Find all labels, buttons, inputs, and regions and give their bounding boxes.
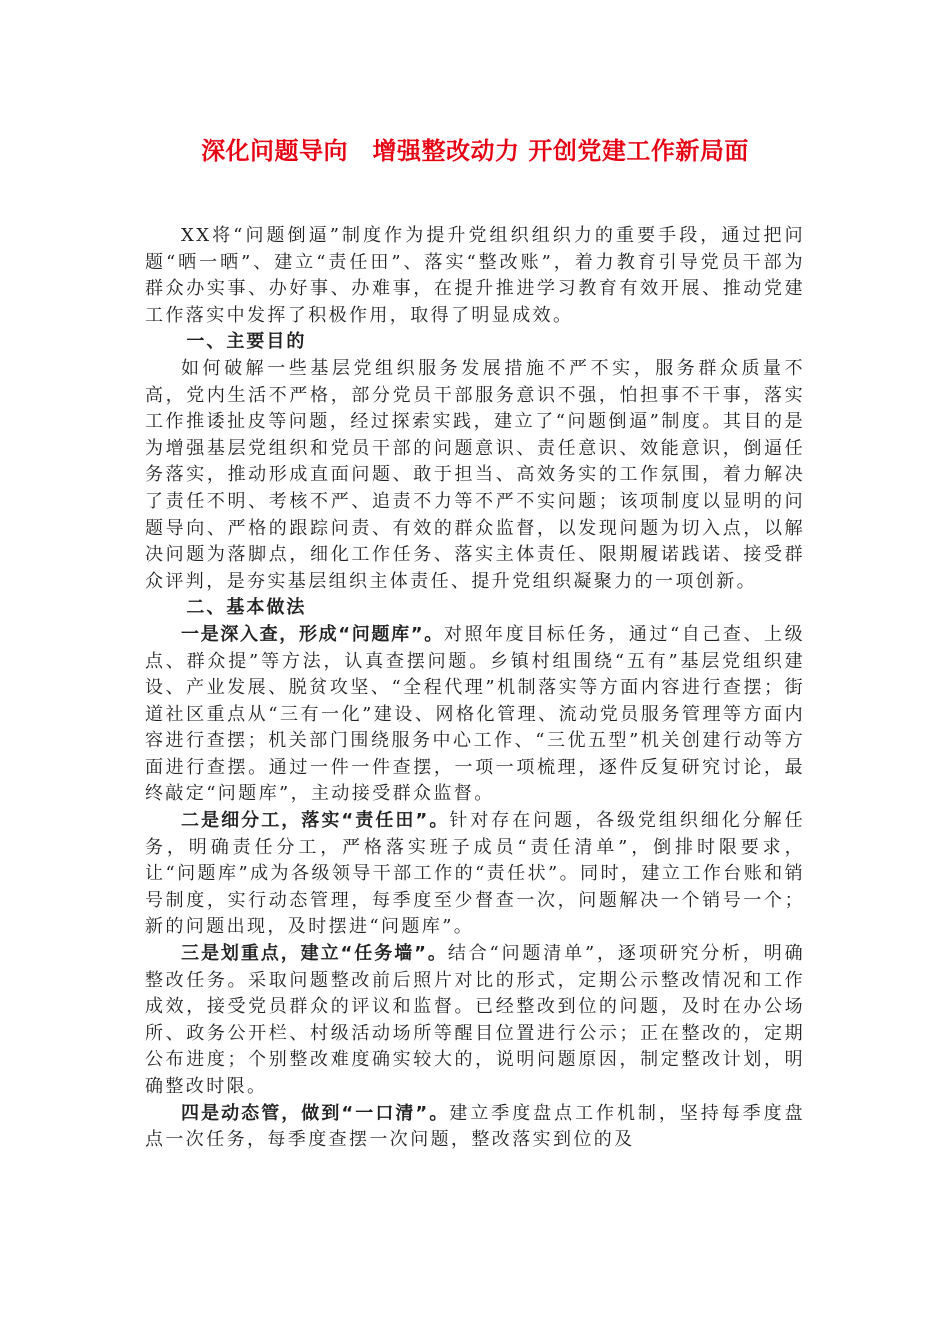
document-title: 深化问题导向 增强整改动力 开创党建工作新局面 (201, 137, 749, 165)
method-lead-4: 四是动态管，做到“一口清”。 (181, 1102, 450, 1124)
method-text-4: 建立季度盘点工作机制，坚持每季度盘点一次任务，每季度查摆一次问题，整改落实到位的及 (145, 1102, 805, 1151)
method-paragraph-2 (145, 808, 805, 941)
method-lead-2: 二是细分工，落实“责任田”。 (181, 810, 450, 832)
method-text-3: 结合“问题清单”，逐项研究分析，明确整改任务。采取问题整改前后照片对比的形式，定期公示整改情况和工作成效，接受党员群众的评议和监督。已经整改到位的问题，及时在办公场所、政务公开栏、村级活动场所等醒目位置进行公示；正在整改的，定期公布进度；个别整改难度确实较大的，说明问题原因，制定整改计划，明确整改时限。 (145, 943, 805, 1097)
section-heading-methods: 二、基本做法 (186, 597, 307, 619)
method-paragraph-4 (145, 1101, 805, 1154)
method-lead-1: 一是深入查，形成“问题库”。 (181, 623, 444, 645)
method-paragraph-3 (145, 941, 805, 1101)
purpose-paragraph: 如何破解一些基层党组织服务发展措施不严不实，服务群众质量不高，党内生活不严格，部分党员干部服务意识不强，怕担事不干事，落实工作推诿扯皮等问题，经过探索实践，建立了“问题倒逼”制度。其目的是为增强基层党组织和党员干部的问题意识、责任意识、效能意识，倒逼任务落实，推动形成直面问题、敢于担当、高效务实的工作氛围，着力解决了责任不明、考核不严、追责不力等不严不实问题；该项制度以显明的问题导向、严格的跟踪问责、有效的群众监督，以发现问题为切入点，以解决问题为落脚点，细化工作任务、落实主体责任、限期履诺践诺、接受群众评判，是夯实基层组织主体责任、提升党组织凝聚力的一项创新。 (145, 357, 805, 592)
section-heading-purpose: 一、主要目的 (186, 331, 307, 353)
document-body (145, 223, 805, 1154)
intro-paragraph: XX将“问题倒逼”制度作为提升党组织组织力的重要手段，通过把问题“晒一晒”、建立“责任田”、落实“整改账”，着力教育引导党员干部为群众办实事、办好事、办难事，在提升推进学习教育有效开展、推动党建工作落实中发挥了积极作用，取得了明显成效。 (145, 225, 805, 326)
method-lead-3: 三是划重点，建立“任务墙”。 (181, 943, 448, 965)
method-paragraph-1 (145, 622, 805, 808)
method-text-1: 对照年度目标任务，通过“自己查、上级点、群众提”等方法，认真查摆问题。乡镇村组围绕“五有”基层党组织建设、产业发展、脱贫攻坚、“全程代理”机制落实等方面内容进行查摆；街道社区重点从“三有一化”建设、网格化管理、流动党员服务管理等方面内容进行查摆；机关部门围绕服务中心工作、“三优五型”机关创建行动等方面进行查摆。通过一件一件查摆，一项一项梳理，逐件反复研究讨论，最终敲定“问题库”，主动接受群众监督。 (145, 623, 805, 805)
method-text-2: 针对存在问题，各级党组织细化分解任务，明确责任分工，严格落实班子成员“责任清单”，倒排时限要求，让“问题库”成为各级领导干部工作的“责任状”。同时，建立工作台账和销号制度，实行动态管理，每季度至少督查一次，问题解决一个销号一个；新的问题出现，及时摆进“问题库”。 (145, 810, 805, 938)
